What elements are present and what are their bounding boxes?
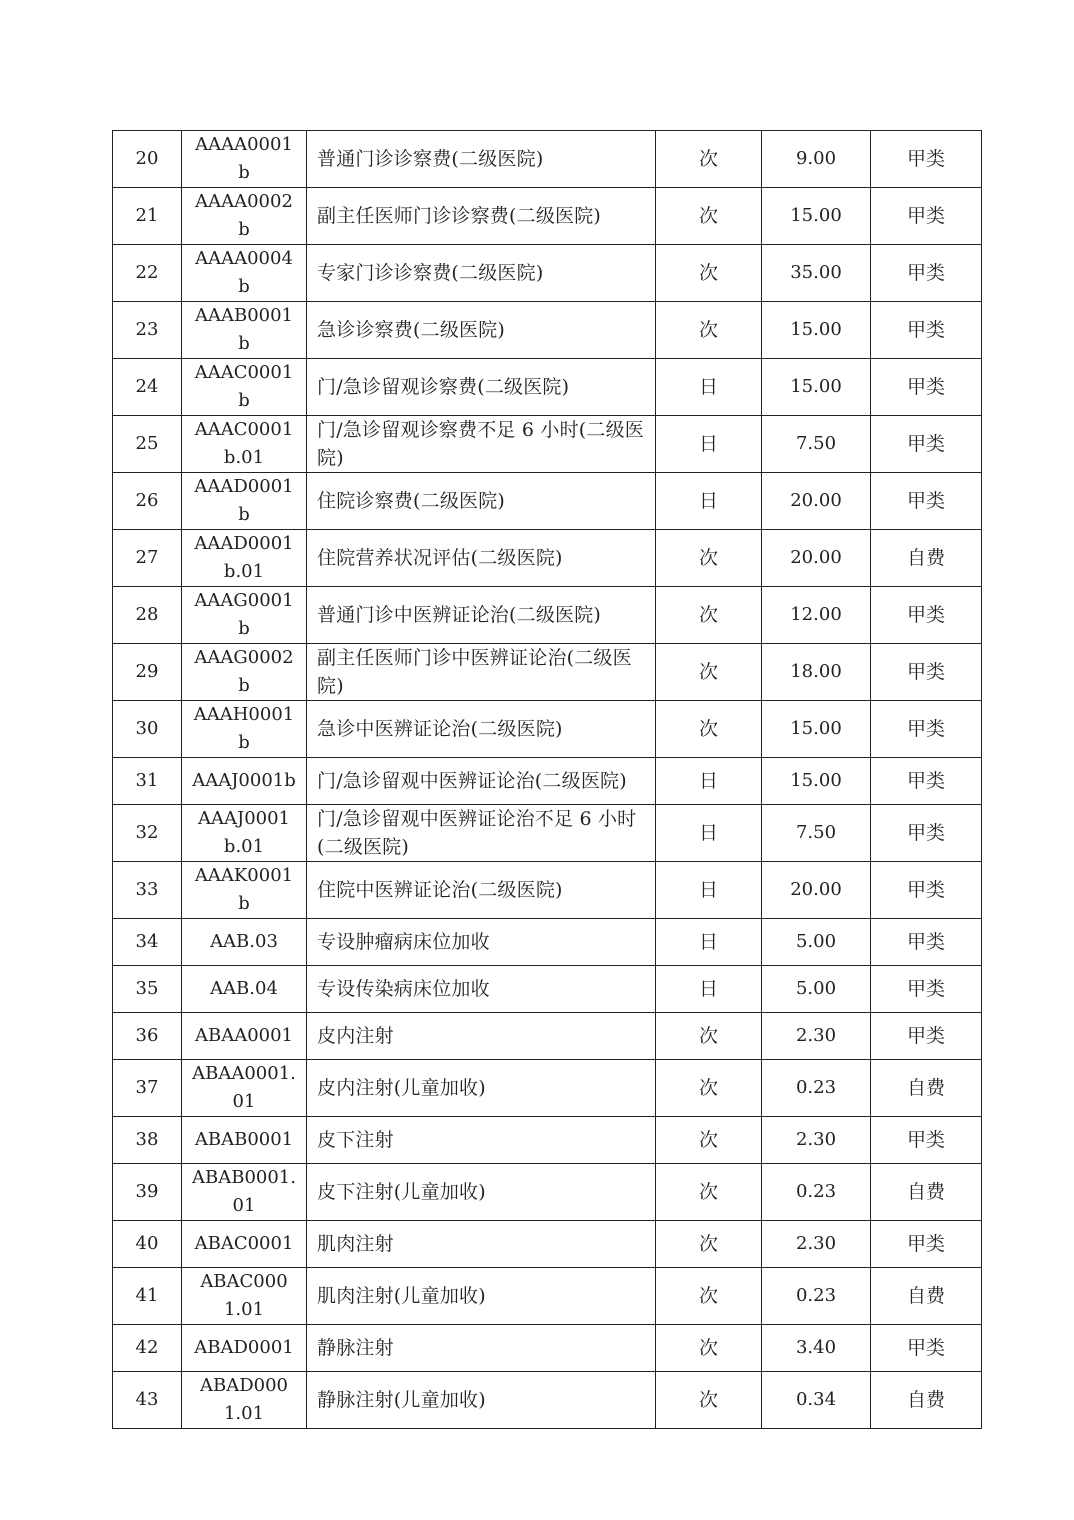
item-name: 门/急诊留观中医辨证论治(二级医院) (307, 758, 656, 805)
item-price: 35.00 (762, 245, 871, 302)
item-category: 甲类 (871, 131, 982, 188)
item-price: 0.23 (762, 1060, 871, 1117)
table-row (113, 473, 982, 530)
item-name: 急诊中医辨证论治(二级医院) (307, 701, 656, 758)
row-number: 35 (113, 966, 182, 1013)
row-number: 28 (113, 587, 182, 644)
row-number: 33 (113, 862, 182, 919)
row-number: 32 (113, 805, 182, 862)
row-number: 26 (113, 473, 182, 530)
item-category: 自费 (871, 1372, 982, 1429)
item-code: AAB.03 (182, 919, 307, 966)
item-code: ABAB0001.01 (182, 1164, 307, 1221)
item-category: 自费 (871, 1268, 982, 1325)
item-code: AAAB0001b (182, 302, 307, 359)
table-row (113, 1325, 982, 1372)
item-category: 甲类 (871, 919, 982, 966)
item-name: 普通门诊诊察费(二级医院) (307, 131, 656, 188)
item-price: 18.00 (762, 644, 871, 701)
row-number: 23 (113, 302, 182, 359)
item-unit: 日 (656, 359, 762, 416)
item-code: AAAA0001b (182, 131, 307, 188)
item-category: 甲类 (871, 805, 982, 862)
item-category: 甲类 (871, 1325, 982, 1372)
table-row (113, 758, 982, 805)
item-code: AAB.04 (182, 966, 307, 1013)
item-price: 2.30 (762, 1117, 871, 1164)
item-name: 专设肿瘤病床位加收 (307, 919, 656, 966)
item-unit: 日 (656, 862, 762, 919)
item-unit: 次 (656, 1221, 762, 1268)
item-price: 3.40 (762, 1325, 871, 1372)
item-name: 住院诊察费(二级医院) (307, 473, 656, 530)
item-unit: 次 (656, 302, 762, 359)
row-number: 40 (113, 1221, 182, 1268)
fee-table-body (113, 131, 982, 1429)
item-category: 甲类 (871, 966, 982, 1013)
item-unit: 次 (656, 131, 762, 188)
row-number: 38 (113, 1117, 182, 1164)
item-unit: 日 (656, 919, 762, 966)
item-code: AAAA0004b (182, 245, 307, 302)
item-price: 5.00 (762, 919, 871, 966)
row-number: 41 (113, 1268, 182, 1325)
item-unit: 日 (656, 758, 762, 805)
table-row (113, 966, 982, 1013)
item-unit: 次 (656, 1325, 762, 1372)
item-unit: 次 (656, 530, 762, 587)
item-name: 静脉注射 (307, 1325, 656, 1372)
item-category: 甲类 (871, 644, 982, 701)
item-price: 15.00 (762, 758, 871, 805)
item-price: 20.00 (762, 473, 871, 530)
item-unit: 次 (656, 644, 762, 701)
item-unit: 日 (656, 966, 762, 1013)
row-number: 24 (113, 359, 182, 416)
item-name: 住院营养状况评估(二级医院) (307, 530, 656, 587)
item-price: 15.00 (762, 359, 871, 416)
table-row (113, 131, 982, 188)
table-row (113, 1117, 982, 1164)
row-number: 21 (113, 188, 182, 245)
item-name: 皮下注射 (307, 1117, 656, 1164)
row-number: 37 (113, 1060, 182, 1117)
item-category: 甲类 (871, 758, 982, 805)
item-price: 15.00 (762, 302, 871, 359)
item-name: 肌肉注射 (307, 1221, 656, 1268)
item-price: 12.00 (762, 587, 871, 644)
item-code: ABAB0001 (182, 1117, 307, 1164)
item-category: 甲类 (871, 416, 982, 473)
item-category: 甲类 (871, 862, 982, 919)
item-price: 7.50 (762, 416, 871, 473)
table-row (113, 359, 982, 416)
table-row (113, 416, 982, 473)
item-name: 住院中医辨证论治(二级医院) (307, 862, 656, 919)
item-code: ABAC0001.01 (182, 1268, 307, 1325)
row-number: 22 (113, 245, 182, 302)
item-price: 20.00 (762, 530, 871, 587)
item-code: ABAA0001.01 (182, 1060, 307, 1117)
item-code: AAAH0001b (182, 701, 307, 758)
table-row (113, 1268, 982, 1325)
item-unit: 次 (656, 1013, 762, 1060)
row-number: 30 (113, 701, 182, 758)
item-unit: 次 (656, 1372, 762, 1429)
item-unit: 次 (656, 188, 762, 245)
item-code: AAAK0001b (182, 862, 307, 919)
table-row (113, 919, 982, 966)
fee-table (112, 130, 982, 1429)
item-unit: 日 (656, 473, 762, 530)
item-name: 门/急诊留观中医辨证论治不足 6 小时(二级医院) (307, 805, 656, 862)
table-row (113, 302, 982, 359)
item-category: 自费 (871, 530, 982, 587)
item-category: 甲类 (871, 188, 982, 245)
item-price: 20.00 (762, 862, 871, 919)
item-price: 5.00 (762, 966, 871, 1013)
row-number: 27 (113, 530, 182, 587)
item-unit: 次 (656, 1268, 762, 1325)
item-price: 7.50 (762, 805, 871, 862)
row-number: 34 (113, 919, 182, 966)
item-name: 普通门诊中医辨证论治(二级医院) (307, 587, 656, 644)
item-name: 副主任医师门诊中医辨证论治(二级医院) (307, 644, 656, 701)
item-name: 门/急诊留观诊察费(二级医院) (307, 359, 656, 416)
item-unit: 次 (656, 587, 762, 644)
row-number: 25 (113, 416, 182, 473)
item-price: 15.00 (762, 701, 871, 758)
item-category: 甲类 (871, 245, 982, 302)
table-row (113, 1372, 982, 1429)
row-number: 20 (113, 131, 182, 188)
item-code: AAAG0001b (182, 587, 307, 644)
row-number: 42 (113, 1325, 182, 1372)
item-category: 甲类 (871, 701, 982, 758)
item-category: 甲类 (871, 587, 982, 644)
item-unit: 次 (656, 1117, 762, 1164)
item-name: 皮内注射(儿童加收) (307, 1060, 656, 1117)
item-code: AAAD0001b (182, 473, 307, 530)
item-code: ABAD0001 (182, 1325, 307, 1372)
item-name: 皮下注射(儿童加收) (307, 1164, 656, 1221)
item-code: AAAG0002b (182, 644, 307, 701)
table-row (113, 862, 982, 919)
row-number: 36 (113, 1013, 182, 1060)
item-price: 9.00 (762, 131, 871, 188)
row-number: 29 (113, 644, 182, 701)
item-code: AAAC0001b (182, 359, 307, 416)
item-category: 甲类 (871, 473, 982, 530)
item-category: 甲类 (871, 1117, 982, 1164)
item-name: 静脉注射(儿童加收) (307, 1372, 656, 1429)
item-code: AAAC0001b.01 (182, 416, 307, 473)
table-row (113, 188, 982, 245)
table-row (113, 1013, 982, 1060)
row-number: 31 (113, 758, 182, 805)
item-category: 自费 (871, 1060, 982, 1117)
table-row (113, 245, 982, 302)
item-code: AAAJ0001b.01 (182, 805, 307, 862)
item-unit: 日 (656, 805, 762, 862)
item-name: 门/急诊留观诊察费不足 6 小时(二级医院) (307, 416, 656, 473)
table-row (113, 1164, 982, 1221)
table-row (113, 530, 982, 587)
item-unit: 次 (656, 701, 762, 758)
item-name: 专设传染病床位加收 (307, 966, 656, 1013)
item-category: 甲类 (871, 1221, 982, 1268)
item-code: AAAD0001b.01 (182, 530, 307, 587)
item-category: 甲类 (871, 302, 982, 359)
item-code: ABAC0001 (182, 1221, 307, 1268)
item-name: 肌肉注射(儿童加收) (307, 1268, 656, 1325)
table-row (113, 701, 982, 758)
item-category: 甲类 (871, 1013, 982, 1060)
row-number: 39 (113, 1164, 182, 1221)
table-row (113, 1221, 982, 1268)
item-name: 急诊诊察费(二级医院) (307, 302, 656, 359)
item-price: 2.30 (762, 1221, 871, 1268)
row-number: 43 (113, 1372, 182, 1429)
item-unit: 次 (656, 1060, 762, 1117)
item-name: 专家门诊诊察费(二级医院) (307, 245, 656, 302)
table-row (113, 1060, 982, 1117)
table-row (113, 644, 982, 701)
item-code: ABAA0001 (182, 1013, 307, 1060)
item-price: 2.30 (762, 1013, 871, 1060)
item-price: 15.00 (762, 188, 871, 245)
item-category: 甲类 (871, 359, 982, 416)
item-price: 0.23 (762, 1268, 871, 1325)
item-unit: 次 (656, 245, 762, 302)
table-row (113, 587, 982, 644)
table-row (113, 805, 982, 862)
item-unit: 次 (656, 1164, 762, 1221)
item-code: AAAJ0001b (182, 758, 307, 805)
item-name: 皮内注射 (307, 1013, 656, 1060)
item-code: AAAA0002b (182, 188, 307, 245)
item-name: 副主任医师门诊诊察费(二级医院) (307, 188, 656, 245)
item-price: 0.34 (762, 1372, 871, 1429)
item-unit: 日 (656, 416, 762, 473)
item-category: 自费 (871, 1164, 982, 1221)
item-code: ABAD0001.01 (182, 1372, 307, 1429)
item-price: 0.23 (762, 1164, 871, 1221)
